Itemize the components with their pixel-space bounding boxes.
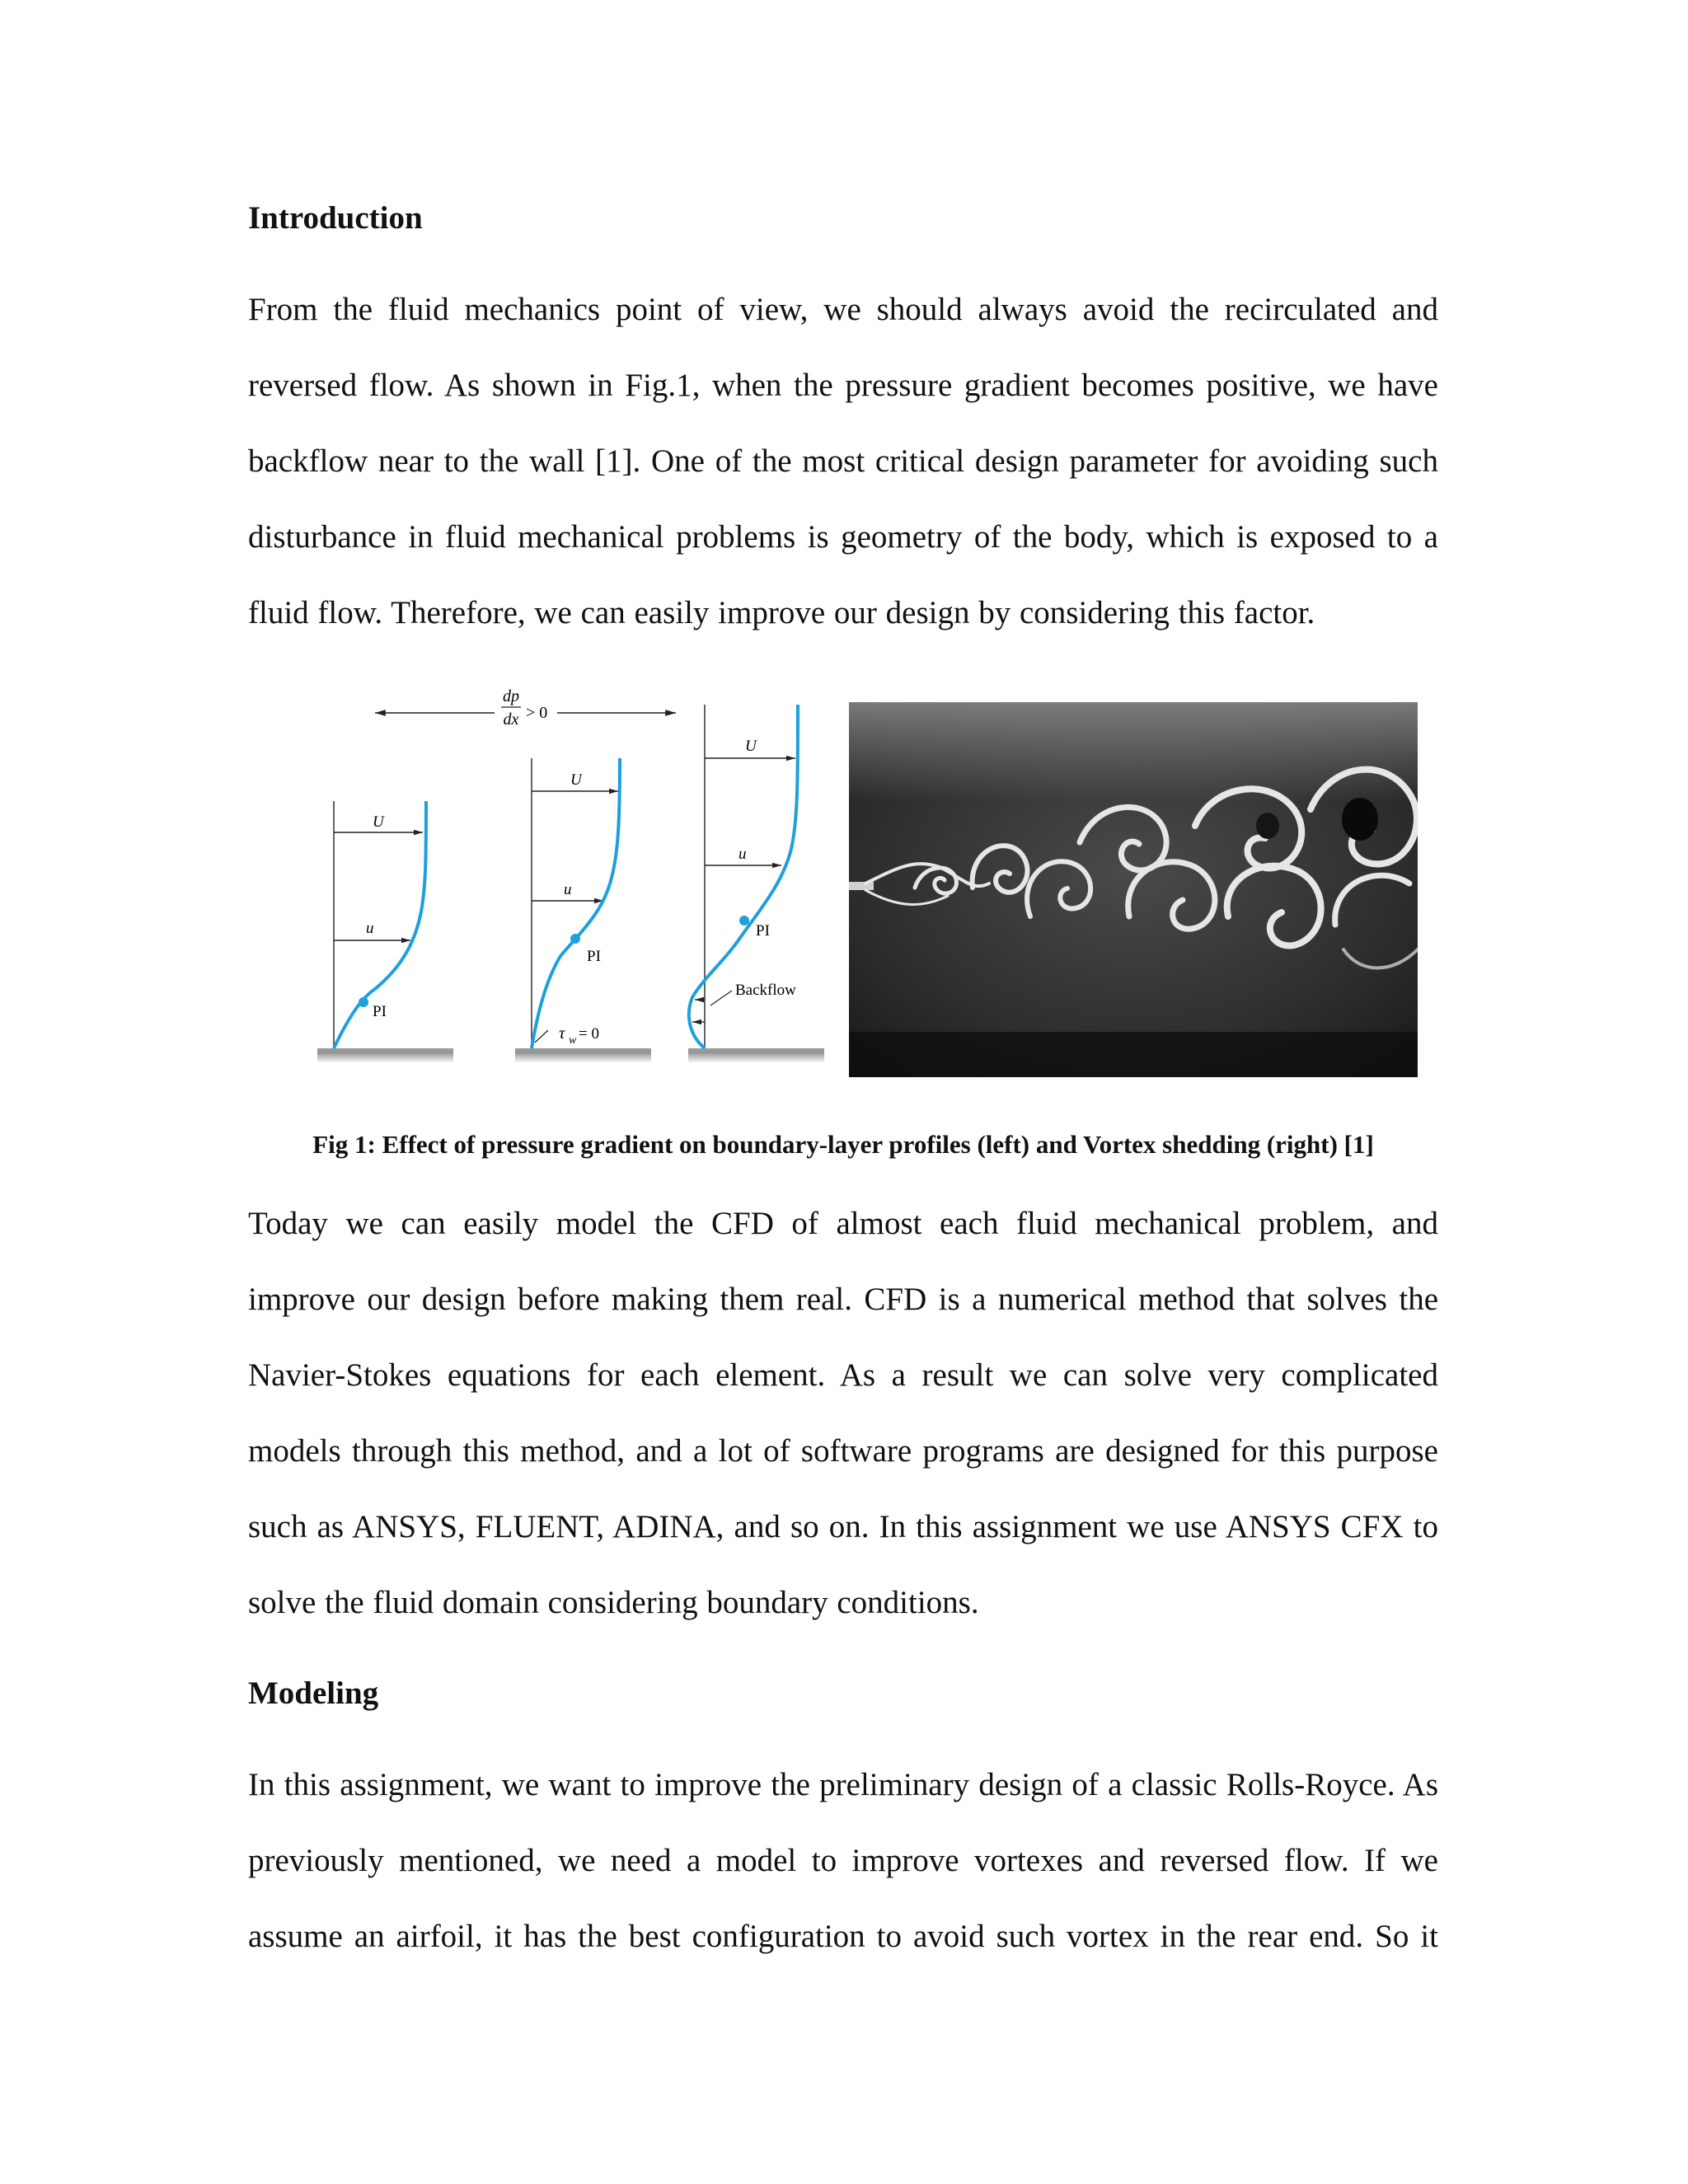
inflection-point-3 bbox=[739, 916, 749, 926]
cfd-paragraph-block bbox=[248, 1186, 1438, 1641]
velocity-profile-2 bbox=[532, 758, 620, 1048]
label-tau-w: τ bbox=[559, 1023, 565, 1043]
cfd-paragraph: Today we can easily model the CFD of almost each fluid mechanical problem, and improve our design before making them real. CFD is a numerical method that solves the Navier-Stokes equations for each element. As a result we can solve very complicated models through this method, and a lot of software programs are designed for this purpose such as ANSYS, FLUENT, ADINA, and so on. In this assignment we use ANSYS CFX to solve the fluid domain considering boundary conditions. bbox=[248, 1206, 1438, 1620]
label-PI-1: PI bbox=[373, 1003, 387, 1020]
inflection-point-1 bbox=[359, 997, 368, 1007]
gradient-label-numerator: dp bbox=[503, 688, 519, 705]
label-U-2: U bbox=[570, 771, 582, 789]
label-U-1: U bbox=[373, 813, 384, 831]
intro-section bbox=[248, 199, 1438, 238]
modeling-paragraph: In this assignment, we want to improve the preliminary design of a classic Rolls-Royce. As previously mentioned, we need a model to improve vortexes and reversed flow. If we assume an airfoil, it has the best configuration to avoid such vortex in the rear end. So it bbox=[248, 1767, 1438, 1954]
inflection-point-2 bbox=[570, 934, 580, 944]
section-heading-introduction: Introduction bbox=[248, 200, 423, 236]
label-tau-w-eq: = 0 bbox=[579, 1025, 599, 1043]
wall-1 bbox=[317, 1048, 453, 1052]
label-tau-w-subscript: w bbox=[569, 1034, 577, 1047]
label-PI-3: PI bbox=[756, 922, 770, 940]
figure-caption: Fig 1: Effect of pressure gradient on boundary-layer profiles (left) and Vortex shedding (right) [1] bbox=[312, 1130, 1374, 1159]
gradient-label-relation: > 0 bbox=[526, 704, 548, 722]
label-PI-2: PI bbox=[587, 948, 601, 965]
section-heading-modeling: Modeling bbox=[248, 1675, 379, 1711]
label-U-3: U bbox=[745, 738, 757, 755]
label-u-3: u bbox=[738, 846, 747, 863]
vortex-shedding-photo bbox=[849, 702, 1418, 1077]
label-u-2: u bbox=[564, 881, 572, 898]
label-backflow: Backflow bbox=[735, 982, 796, 999]
wall-3 bbox=[688, 1048, 824, 1052]
modeling-paragraph-block bbox=[248, 1747, 1438, 1975]
label-u-1: u bbox=[366, 920, 374, 937]
intro-paragraph-block bbox=[248, 272, 1438, 651]
boundary-layer-profiles-diagram bbox=[313, 688, 841, 1076]
modeling-section bbox=[248, 1674, 1438, 1713]
wall-2 bbox=[515, 1048, 651, 1052]
gradient-label-denominator: dx bbox=[503, 710, 519, 729]
intro-paragraph: From the fluid mechanics point of view, we should always avoid the recirculated and reversed flow. As shown in Fig.1, when the pressure gradient becomes positive, we have backflow near to the wall [1]. One of the most critical design parameter for avoiding such disturbance in fluid mechanical problems is geometry of the body, which is exposed to a fluid flow. Therefore, we can easily improve our design by considering this factor. bbox=[248, 292, 1438, 630]
